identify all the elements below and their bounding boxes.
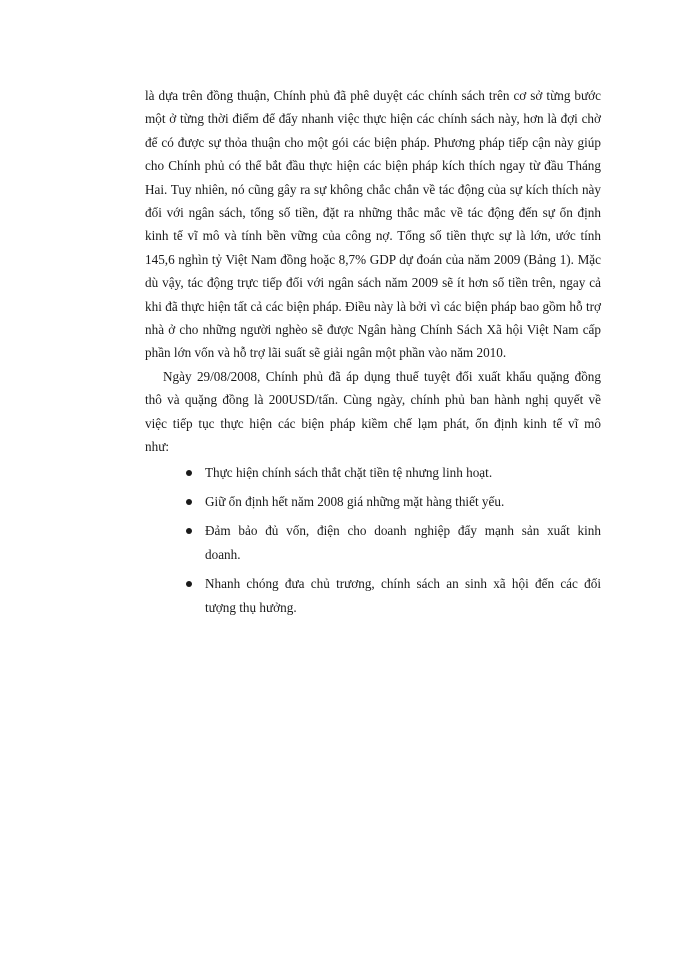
list-item <box>145 519 601 566</box>
text-line: khi đã thực hiện tất cả các biện pháp. Điều này là bởi vì các biện pháp bao gồm hỗ trợ <box>145 298 601 314</box>
text-line: đối với ngân sách, tổng số tiền, đặt ra những thắc mắc về tác động đến sự ổn định <box>145 205 601 221</box>
text-line: là dựa trên đồng thuận, Chính phủ đã phê duyệt các chính sách trên cơ sở từng bước <box>145 88 601 103</box>
text-line: kinh tế vĩ mô và tính bền vững của công nợ. Tổng số tiền thực sự là lớn, ước tính <box>145 228 601 244</box>
text-line: việc tiếp tục thực hiện các biện pháp kiềm chế lạm phát, ổn định kinh tế vĩ mô <box>145 415 601 431</box>
text-line: để có được sự thỏa thuận cho một gói các biện pháp. Phương pháp tiếp cận này giúp <box>145 134 601 150</box>
bullet-list <box>145 461 601 619</box>
list-item <box>145 490 601 513</box>
text-line: Hai. Tuy nhiên, nó cũng gây ra sự không chắc chắn về tác động của sự kích thích này <box>145 181 601 197</box>
text-line: phần lớn vốn và hỗ trợ lãi suất sẽ giải ngân một phần vào năm 2010. <box>145 345 507 361</box>
text-line: như: <box>145 439 169 455</box>
text-line: cho Chính phủ có thể bắt đầu thực hiện các biện pháp kích thích ngay từ đầu Tháng <box>145 158 601 174</box>
bullet-icon <box>186 581 192 587</box>
list-item <box>145 461 601 484</box>
text-line: Thực hiện chính sách thắt chặt tiền tệ nhưng linh hoạt. <box>205 464 493 480</box>
text-line: dù vậy, tác động trực tiếp đối với ngân sách năm 2009 sẽ ít hơn số tiền trên, ngay cả <box>145 275 601 291</box>
text-line: doanh. <box>205 546 241 562</box>
paragraph-2 <box>145 365 601 459</box>
text-line: Nhanh chóng đưa chủ trương, chính sách an sinh xã hội đến các đối <box>205 576 601 592</box>
text-line: nhà ở cho những người nghèo sẽ được Ngân hàng Chính Sách Xã hội Việt Nam cấp <box>145 322 601 338</box>
paragraph-1 <box>145 84 601 365</box>
text-line: 145,6 nghìn tỷ Việt Nam đồng hoặc 8,7% GDP dự đoán của năm 2009 (Bảng 1). Mặc <box>145 251 601 267</box>
text-line: Ngày 29/08/2008, Chính phủ đã áp dụng thuế tuyệt đối xuất khẩu quặng đồng <box>163 368 601 384</box>
text-line: Giữ ổn định hết năm 2008 giá những mặt hàng thiết yếu. <box>205 493 505 509</box>
text-line: một ở từng thời điểm để đẩy nhanh việc thực hiện các chính sách này, hơn là đợi chờ <box>145 111 601 127</box>
bullet-icon <box>186 528 192 534</box>
bullet-icon <box>186 470 192 476</box>
text-line: thô và quặng đồng là 200USD/tấn. Cùng ngày, chính phủ ban hành nghị quyết về <box>145 392 601 408</box>
text-line: tượng thụ hưởng. <box>205 599 297 615</box>
list-item <box>145 572 601 619</box>
body-text <box>145 84 601 625</box>
bullet-icon <box>186 499 192 505</box>
text-line: Đảm bảo đủ vốn, điện cho doanh nghiệp đẩy mạnh sản xuất kinh <box>205 523 601 539</box>
